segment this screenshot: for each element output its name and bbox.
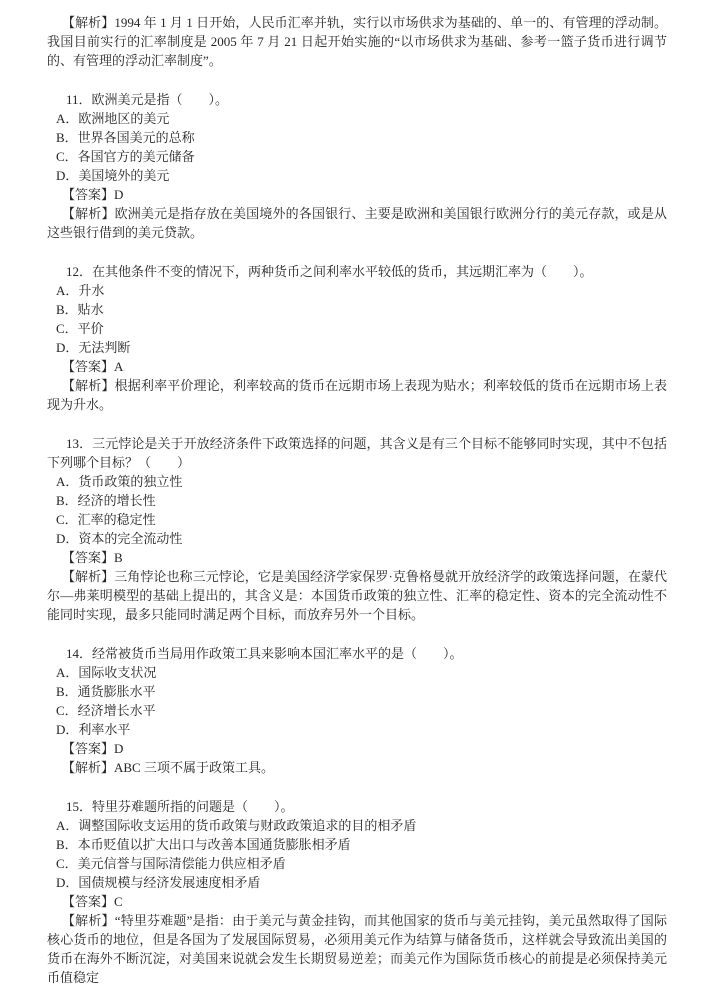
question-stem: 11．欧洲美元是指（ ）。 bbox=[66, 92, 229, 107]
question-block-13 bbox=[47, 434, 667, 624]
question-option-c: C．平价 bbox=[56, 321, 104, 336]
analysis-paragraph: 【解析】根据利率平价理论，利率较高的货币在远期市场上表现为贴水；利率较低的货币在远期市场上表现为升水。 bbox=[47, 378, 667, 412]
question-option-c: C．经济增长水平 bbox=[56, 703, 156, 718]
analysis-paragraph: 【解析】“特里芬难题”是指：由于美元与黄金挂钩，而其他国家的货币与美元挂钩，美元虽然取得了国际核心货币的地位，但是各国为了发展国际贸易，必须用美元作为结算与储备货币，这样就会导致流出美国的货币在海外不断沉淀，对美国来说就会发生长期贸易逆差；而美元作为国际货币核心的前提是必须保持美元币值稳定 bbox=[47, 913, 667, 985]
question-option-b: B．贴水 bbox=[56, 302, 104, 317]
question-option-c: C．美元信誉与国际清偿能力供应相矛盾 bbox=[56, 856, 286, 871]
question-block-11 bbox=[47, 90, 667, 242]
analysis-paragraph: 【解析】三角悖论也称三元悖论，它是美国经济学家保罗·克鲁格曼就开放经济学的政策选择问题，在蒙代尔—弗莱明模型的基础上提出的，其含义是：本国货币政策的独立性、汇率的稳定性、资本的完全流动性不能同时实现，最多只能同时满足两个目标，而放弃另外一个目标。 bbox=[47, 569, 667, 622]
question-block-12 bbox=[47, 262, 667, 414]
question-stem: 12．在其他条件不变的情况下，两种货币之间利率水平较低的货币，其远期汇率为（ ）。 bbox=[66, 264, 593, 279]
question-option-c: C．汇率的稳定性 bbox=[56, 512, 156, 527]
answer-line: 【答案】A bbox=[62, 359, 124, 374]
question-option-d: D．国债规模与经济发展速度相矛盾 bbox=[56, 875, 261, 890]
answer-line: 【答案】C bbox=[62, 894, 123, 909]
question-stem: 13．三元悖论是关于开放经济条件下政策选择的问题，其含义是有三个目标不能够同时实现，其中不包括下列哪个目标？（ ） bbox=[47, 436, 667, 470]
question-stem: 15．特里芬难题所指的问题是（ ）。 bbox=[66, 799, 294, 814]
question-block-15 bbox=[47, 797, 667, 987]
question-option-d: D．美国境外的美元 bbox=[56, 168, 170, 183]
question-stem: 14．经常被货币当局用作政策工具来影响本国汇率水平的是（ ）。 bbox=[66, 646, 463, 661]
question-option-d: D．资本的完全流动性 bbox=[56, 531, 183, 546]
analysis-paragraph: 【解析】ABC 三项不属于政策工具。 bbox=[62, 760, 274, 775]
question-option-a: A．升水 bbox=[56, 283, 105, 298]
question-option-c: C．各国官方的美元储备 bbox=[56, 149, 195, 164]
intro-analysis-paragraph: 【解析】1994 年 1 月 1 日开始，人民币汇率并轨，实行以市场供求为基础的、单一的、有管理的浮动制。我国目前实行的汇率制度是 2005 年 7 月 21 日起开始实施的“以市场供求为基础、参考一篮子货币进行调节的、有管理的浮动汇率制度”。 bbox=[47, 15, 667, 68]
question-block-14 bbox=[47, 644, 667, 777]
question-option-b: B．本币贬值以扩大出口与改善本国通货膨胀相矛盾 bbox=[56, 837, 351, 852]
question-option-b: B．经济的增长性 bbox=[56, 493, 156, 508]
question-option-a: A．货币政策的独立性 bbox=[56, 474, 183, 489]
question-option-a: A．国际收支状况 bbox=[56, 665, 157, 680]
question-option-a: A．欧洲地区的美元 bbox=[56, 111, 170, 126]
question-option-b: B．世界各国美元的总称 bbox=[56, 130, 195, 145]
answer-line: 【答案】D bbox=[62, 187, 124, 202]
answer-line: 【答案】B bbox=[62, 550, 123, 565]
question-option-d: D．无法判断 bbox=[56, 340, 131, 355]
question-option-a: A．调整国际收支运用的货币政策与财政政策追求的目的相矛盾 bbox=[56, 818, 417, 833]
question-option-b: B．通货膨胀水平 bbox=[56, 684, 156, 699]
answer-line: 【答案】D bbox=[62, 741, 124, 756]
question-option-d: D．利率水平 bbox=[56, 722, 131, 737]
analysis-paragraph: 【解析】欧洲美元是指存放在美国境外的各国银行、主要是欧洲和美国银行欧洲分行的美元存款，或是从这些银行借到的美元贷款。 bbox=[47, 206, 667, 240]
